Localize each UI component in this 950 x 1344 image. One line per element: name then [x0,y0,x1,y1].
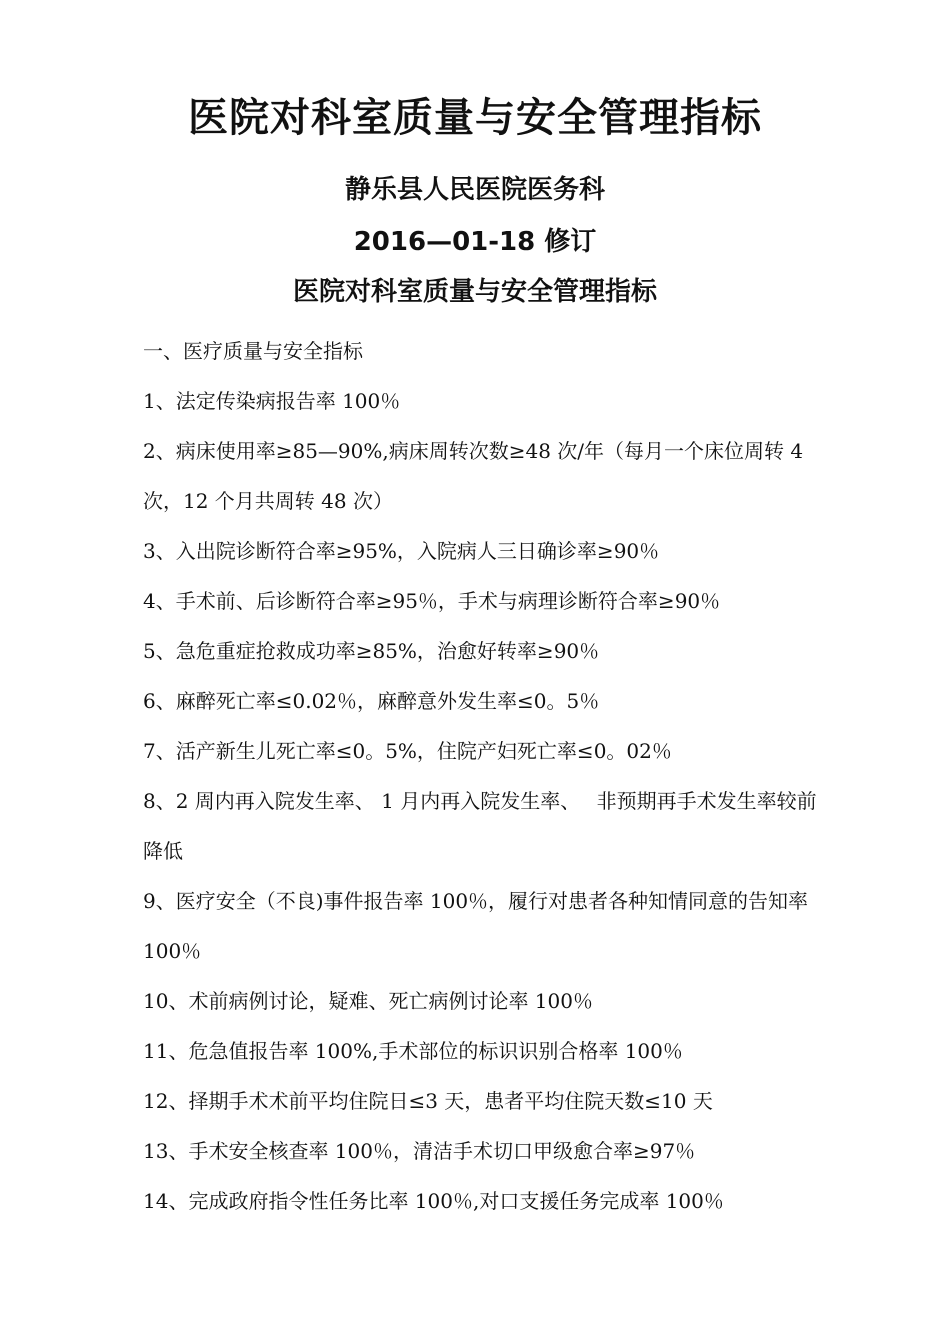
document-body [143,326,823,1226]
indicator-item: 8、2 周内再入院发生率、 1 月内再入院发生率、 非预期再手术发生率较前降低 [143,789,817,863]
indicator-item: 12、择期手术术前平均住院日≤3 天，患者平均住院天数≤10 天 [143,1089,713,1113]
indicator-item: 6、麻醉死亡率≤0.02％，麻醉意外发生率≤0。5％ [143,689,600,713]
organization-name: 静乐县人民医院医务科 [344,175,605,205]
section-heading: 一、医疗质量与安全指标 [143,339,363,363]
indicator-item: 9、医疗安全（不良)事件报告率 100％，履行对患者各种知情同意的告知率 100％ [143,889,809,963]
indicator-item: 7、活产新生儿死亡率≤0。5%，住院产妇死亡率≤0。02％ [143,739,672,763]
indicator-item: 11、危急值报告率 100%,手术部位的标识识别合格率 100％ [143,1039,683,1063]
revision-date: 2016—01-18 修订 [353,227,597,257]
indicator-item: 5、急危重症抢救成功率≥85%，治愈好转率≥90％ [143,639,600,663]
indicator-item: 3、入出院诊断符合率≥95%，入院病人三日确诊率≥90％ [143,539,660,563]
document-subtitle: 医院对科室质量与安全管理指标 [292,277,657,307]
indicator-item: 2、病床使用率≥85—90%,病床周转次数≥48 次/年（每月一个床位周转 4 次，12 个月共周转 48 次） [143,439,804,513]
indicator-item: 14、完成政府指令性任务比率 100％,对口支援任务完成率 100％ [143,1189,724,1213]
indicator-item: 4、手术前、后诊断符合率≥95％，手术与病理诊断符合率≥90％ [143,589,721,613]
indicator-item: 13、手术安全核查率 100％，清洁手术切口甲级愈合率≥97％ [143,1139,696,1163]
indicator-item: 10、术前病例讨论，疑难、死亡病例讨论率 100％ [143,989,593,1013]
indicator-item: 1、法定传染病报告率 100％ [143,389,401,413]
document-title: 医院对科室质量与安全管理指标 [188,94,762,141]
